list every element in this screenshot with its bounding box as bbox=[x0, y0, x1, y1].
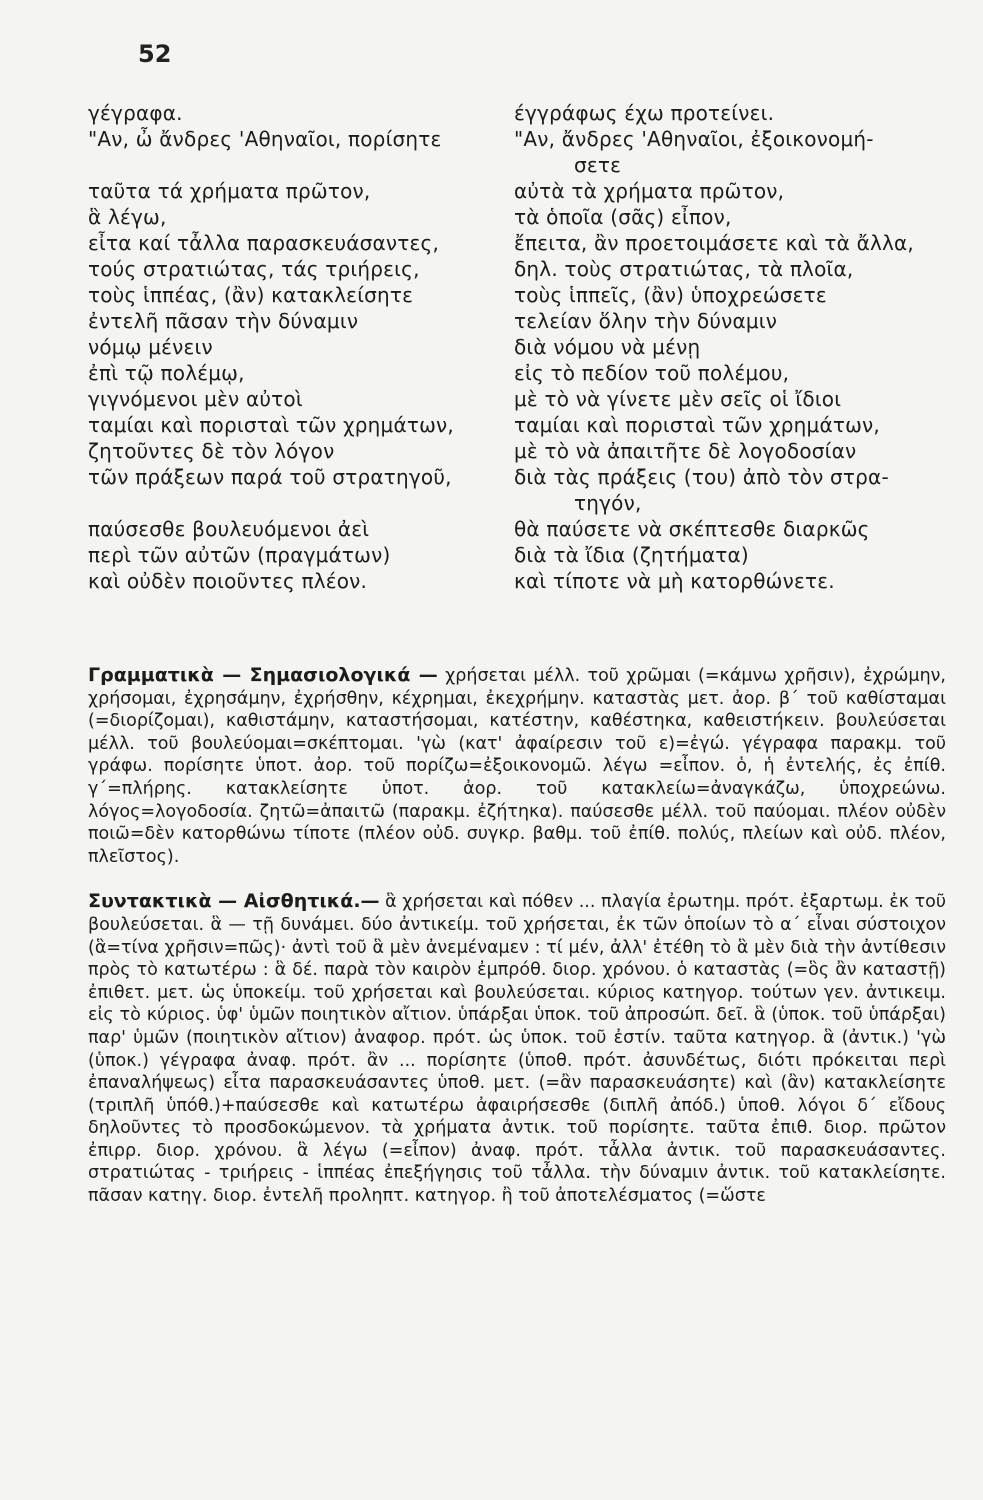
translation-line: σετε bbox=[574, 153, 622, 177]
translation-line: τελείαν ὅλην τὴν δύναμιν bbox=[514, 309, 778, 333]
ancient-greek-line: ἐπὶ τῷ πολέμῳ, bbox=[88, 361, 245, 385]
translation-line: θὰ παύσετε νὰ σκέπτεσθε διαρκῶς bbox=[514, 517, 870, 541]
translation-line: διὰ τὰ ἴδια (ζητήματα) bbox=[514, 543, 749, 567]
translation-line: τηγόν, bbox=[574, 491, 642, 515]
text-row bbox=[88, 152, 958, 178]
text-row bbox=[88, 490, 958, 516]
ancient-greek-line: τούς στρατιώτας, τάς τριήρεις, bbox=[88, 257, 420, 281]
translation-line: τοὺς ἱππεῖς, (ἂν) ὑποχρεώσετε bbox=[514, 283, 827, 307]
text-row bbox=[88, 126, 958, 152]
ancient-greek-line: ἐντελῆ πᾶσαν τὴν δύναμιν bbox=[88, 309, 359, 333]
translation-line: διὰ τὰς πράξεις (του) ἀπὸ τὸν στρα- bbox=[514, 465, 889, 489]
grammar-heading: Γραμματικὰ — Σημασιολογικά — bbox=[88, 664, 438, 686]
ancient-greek-line: γιγνόμενοι μὲν αὐτοὶ bbox=[88, 387, 303, 411]
text-row bbox=[88, 282, 958, 308]
translation-line: δηλ. τοὺς στρατιώτας, τὰ πλοῖα, bbox=[514, 257, 854, 281]
ancient-greek-line: περὶ τῶν αὐτῶν (πραγμάτων) bbox=[88, 543, 391, 567]
translation-line: αὐτὰ τὰ χρήματα πρῶτον, bbox=[514, 179, 785, 203]
translation-line: ταμίαι καὶ πορισταὶ τῶν χρημάτων, bbox=[514, 413, 880, 437]
text-row bbox=[88, 308, 958, 334]
ancient-greek-line: ζητοῦντες δὲ τὸν λόγον bbox=[88, 439, 335, 463]
ancient-greek-line: "Αν, ὦ ἄνδρες 'Αθηναῖοι, πορίσητε bbox=[88, 127, 442, 151]
grammar-text: χρήσεται μέλλ. τοῦ χρῶμαι (=κάμνω χρῆσιν), ἐχρώμην, χρήσομαι, ἐχρησάμην, ἐχρήσθην, κέχρημαι, ἐκεχρήμην. καταστὰς μετ. ἀορ. β΄ τοῦ καθίσταμαι (=διορίζομαι), καθιστάμην, καταστήσομαι, κατέστην, καθέστηκα, καθειστήκειν. βουλεύσεται μέλλ. τοῦ βουλεύομαι=σκέπτομαι. 'γὼ (κατ' ἀφαίρεσιν τοῦ ε)=ἐγώ. γέγραφα παρακμ. τοῦ γράφω. πορίσητε ὑποτ. ἀορ. τοῦ πορίζω=ἐξοικονομῶ. λέγω =εἶπον. ὁ, ἡ ἐντελής, ἐς ἐπίθ. γ΄=πλήρης. κατακλείσητε ὑποτ. ἀορ. τοῦ κατακλείω=ἀναγκάζω, ὑποχρεώνω. λόγος=λογοδοσία. ζητῶ=ἀπαιτῶ (παρακμ. ἐζήτηκα). παύσεσθε μέλλ. τοῦ παύομαι. πλέον οὐδὲν ποιῶ=δὲν κατορθώνω τίποτε (πλέον οὐδ. συγκρ. βαθμ. τοῦ ἐπίθ. πολύς, πλείων καὶ οὐδ. πλέον, πλεῖστος). bbox=[88, 666, 946, 867]
translation-line: "Αν, ἄνδρες 'Αθηναῖοι, ἐξοικονομή- bbox=[514, 127, 874, 151]
translation-line: έγγράφως έχω προτείνει. bbox=[514, 101, 775, 125]
syntax-text: ἃ χρήσεται καὶ πόθεν ... πλαγία ἐρωτημ. πρότ. ἐξαρτωμ. ἐκ τοῦ βουλεύσεται. ἃ — τῇ δυνάμει. δύο ἀντικείμ. τοῦ χρήσεται, ἐκ τῶν ὁποίων τὸ α΄ εἶναι σύστοιχον (ἃ=τίνα χρῆσιν=πῶς)· ἀντὶ τοῦ ἃ μὲν ἀνεμέναμεν : τί μέν, ἀλλ' ἐτέθη τὸ ἃ μὲν διὰ τὴν ἀντίθεσιν πρὸς τὸ κατωτέρω : ἃ δέ. παρὰ τὸν καιρὸν ἐμπρόθ. διορ. χρόνου. ὁ καταστὰς (=ὃς ἂν καταστῇ) ἐπιθετ. μετ. ὡς ὑποκείμ. τοῦ χρήσεται καὶ βουλεύσεται. κύριος κατηγορ. τούτων γεν. ἀντικειμ. εἰς τὸ κύριος. ὑφ' ὑμῶν ποιητικὸν αἴτιον. ὑπάρξαι ὑποκ. τοῦ ἀπροσώπ. δεῖ. ἃ (ὑποκ. τοῦ ὑπάρξαι) παρ' ὑμῶν (ποιητικὸν αἴτιον) ἀναφορ. πρότ. ὡς ὑποκ. τοῦ ἐστίν. ταῦτα κατηγορ. ἃ (ἀντικ.) 'γὼ (ὑποκ.) γέγραφα ἀναφ. πρότ. ἂν ... πορίσητε (ὑποθ. πρότ. ἀσυνδέτως, διότι πρόκειται περὶ ἐπαναλήψεως) εἶτα παρασκευάσαντες ὑποθ. μετ. (=ἂν παρασκευάσητε) καὶ (ἂν) κατακλείσητε (τριπλῆ ὑπόθ.)+παύσεσθε καὶ κατωτέρω ἀφαιρήσεσθε (διπλῆ ἀπόδ.) ὑποθ. λόγοι δ΄ εἴδους δηλοῦντες τὸ προσδοκώμενον. τὰ χρήματα ἀντικ. τοῦ πορίσητε. ταῦτα ἐπιθ. διορ. πρῶτον ἐπιρρ. διορ. χρόνου. ἃ λέγω (=εἶπον) ἀναφ. πρότ. τἆλλα ἀντικ. τοῦ παρασκευάσαντες. στρατιώτας - τριήρεις - ἱππέας ἐπεξήγησις τοῦ τἆλλα. τὴν δύναμιν ἀντικ. τοῦ κατακλείσητε. πᾶσαν κατηγ. διορ. ἐντελῆ προληπτ. κατηγορ. ἢ τοῦ ἀποτελέσματος (=ὥστε bbox=[88, 892, 946, 1207]
text-row bbox=[88, 568, 958, 594]
text-row bbox=[88, 516, 958, 542]
translation-line: μὲ τὸ νὰ ἀπαιτῆτε δὲ λογοδοσίαν bbox=[514, 439, 857, 463]
ancient-greek-line: ταμίαι καὶ πορισταὶ τῶν χρημάτων, bbox=[88, 413, 454, 437]
translation-line: διὰ νόμου νὰ μένῃ bbox=[514, 335, 701, 359]
ancient-greek-line bbox=[88, 490, 514, 516]
page-number: 52 bbox=[138, 40, 172, 68]
ancient-greek-line bbox=[88, 152, 514, 178]
text-row bbox=[88, 438, 958, 464]
text-row bbox=[88, 464, 958, 490]
ancient-greek-line: τῶν πράξεων παρά τοῦ στρατηγοῦ, bbox=[88, 465, 452, 489]
ancient-greek-line: εἶτα καί τἆλλα παρασκευάσαντες, bbox=[88, 231, 440, 255]
translation-line: μὲ τὸ νὰ γίνετε μὲν σεῖς οἱ ἴδιοι bbox=[514, 387, 842, 411]
grammar-paragraph bbox=[88, 664, 946, 868]
text-row bbox=[88, 178, 958, 204]
text-row bbox=[88, 100, 958, 126]
syntax-paragraph bbox=[88, 890, 946, 1207]
text-row bbox=[88, 412, 958, 438]
text-row bbox=[88, 204, 958, 230]
text-row bbox=[88, 386, 958, 412]
ancient-greek-line: καὶ οὐδὲν ποιοῦντες πλέον. bbox=[88, 569, 368, 593]
ancient-greek-line: παύσεσθε βουλευόμενοι ἀεὶ bbox=[88, 517, 370, 541]
translation-line: ἔπειτα, ἂν προετοιμάσετε καὶ τὰ ἄλλα, bbox=[514, 231, 914, 255]
translation-line: τὰ ὁποῖα (σᾶς) εἶπον, bbox=[514, 205, 732, 229]
text-row bbox=[88, 360, 958, 386]
ancient-greek-line: γέγραφα. bbox=[88, 101, 183, 125]
syntax-heading: Συντακτικὰ — Αἰσθητικά.— bbox=[88, 890, 380, 913]
commentary bbox=[88, 664, 946, 1208]
ancient-greek-line: τοὺς ἱππέας, (ἂν) κατακλείσητε bbox=[88, 283, 414, 307]
text-row bbox=[88, 542, 958, 568]
text-row bbox=[88, 334, 958, 360]
text-row bbox=[88, 256, 958, 282]
ancient-greek-line: νόμῳ μένειν bbox=[88, 335, 213, 359]
parallel-text bbox=[88, 100, 958, 594]
translation-line: καὶ τίποτε νὰ μὴ κατορθώνετε. bbox=[514, 569, 835, 593]
ancient-greek-line: ταῦτα τά χρήματα πρῶτον, bbox=[88, 179, 371, 203]
translation-line: εἰς τὸ πεδίον τοῦ πολέμου, bbox=[514, 361, 790, 385]
text-row bbox=[88, 230, 958, 256]
ancient-greek-line: ἃ λέγω, bbox=[88, 205, 167, 229]
